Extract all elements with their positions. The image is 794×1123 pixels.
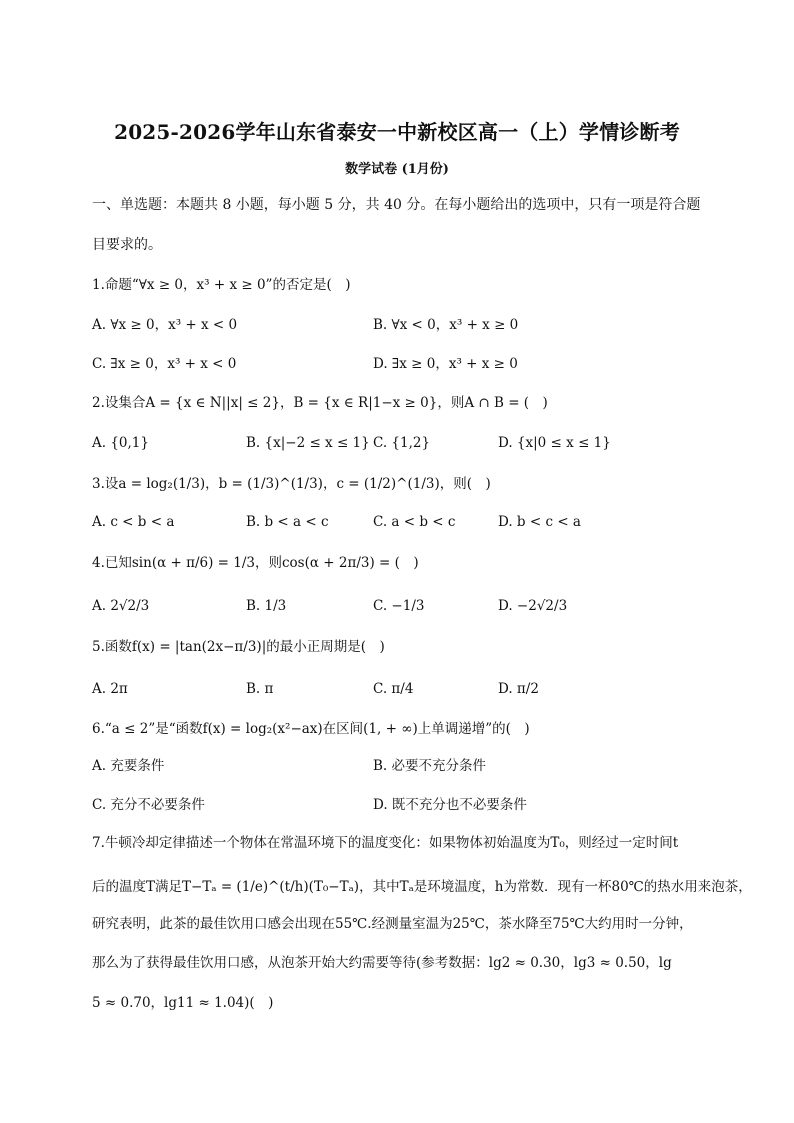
section-instructions-line2: 目要求的。 bbox=[92, 237, 162, 253]
question-3-option-a: A. c < b < a bbox=[92, 514, 175, 530]
question-7-stem-line1: 7.牛顿冷却定律描述一个物体在常温环境下的温度变化：如果物体初始温度为T₀，则经过一定时间t bbox=[92, 835, 679, 851]
question-1-stem: 1.命题“∀x ≥ 0，x³ + x ≥ 0”的否定是( ) bbox=[92, 277, 351, 293]
question-5-stem: 5.函数f(x) = |tan(2x−π/3)|的最小正周期是( ) bbox=[92, 639, 385, 655]
question-1-option-b: B. ∀x < 0，x³ + x ≥ 0 bbox=[373, 317, 519, 333]
question-5-option-b: B. π bbox=[246, 681, 274, 697]
question-6-option-a: A. 充要条件 bbox=[92, 758, 165, 774]
exam-title: 2025-2026学年山东省泰安一中新校区高一（上）学情诊断考 bbox=[114, 120, 680, 144]
question-2-option-d: D. {x|0 ≤ x ≤ 1} bbox=[498, 435, 611, 451]
question-3-option-d: D. b < c < a bbox=[498, 514, 581, 530]
question-6-option-c: C. 充分不必要条件 bbox=[92, 797, 205, 813]
question-6-option-d: D. 既不充分也不必要条件 bbox=[373, 797, 527, 813]
question-2-stem: 2.设集合A = {x ∈ N||x| ≤ 2}，B = {x ∈ R|1−x ≥ 0}，则A ∩ B = ( ) bbox=[92, 395, 548, 411]
question-5-option-d: D. π/2 bbox=[498, 681, 539, 697]
question-1-option-d: D. ∃x ≥ 0，x³ + x ≥ 0 bbox=[373, 356, 518, 372]
question-2-option-a: A. {0,1} bbox=[92, 435, 149, 451]
section-instructions-line1: 一、单选题：本题共 8 小题，每小题 5 分，共 40 分。在每小题给出的选项中，只有一项是符合题 bbox=[92, 197, 701, 213]
question-4-option-a: A. 2√2/3 bbox=[92, 598, 150, 614]
question-6-stem: 6.“a ≤ 2”是“函数f(x) = log₂(x²−ax)在区间(1, + ∞)上单调递增”的( ) bbox=[92, 721, 530, 737]
question-4-option-b: B. 1/3 bbox=[246, 598, 287, 614]
question-1-option-c: C. ∃x ≥ 0，x³ + x < 0 bbox=[92, 356, 237, 372]
question-4-option-d: D. −2√2/3 bbox=[498, 598, 568, 614]
question-2-option-b: B. {x|−2 ≤ x ≤ 1} bbox=[246, 435, 370, 451]
question-3-option-b: B. b < a < c bbox=[246, 514, 329, 530]
question-5-option-c: C. π/4 bbox=[373, 681, 414, 697]
question-6-option-b: B. 必要不充分条件 bbox=[373, 758, 487, 774]
exam-subtitle: 数学试卷 (1月份) bbox=[345, 162, 449, 177]
question-1-option-a: A. ∀x ≥ 0，x³ + x < 0 bbox=[92, 317, 238, 333]
question-5-option-a: A. 2π bbox=[92, 681, 128, 697]
question-7-stem-line5: 5 ≈ 0.70，lg11 ≈ 1.04)( ) bbox=[92, 995, 274, 1011]
question-3-option-c: C. a < b < c bbox=[373, 514, 456, 530]
question-4-stem: 4.已知sin(α + π/6) = 1/3，则cos(α + 2π/3) = ( ) bbox=[92, 555, 419, 571]
question-7-stem-line2: 后的温度T满足T−Tₐ = (1/e)^(t/h)(T₀−Tₐ)，其中Tₐ是环境温度，h为常数．现有一杯80℃的热水用来泡茶， bbox=[92, 879, 752, 895]
question-3-stem: 3.设a = log₂(1/3)，b = (1/3)^(1/3)，c = (1/2)^(1/3)，则( ) bbox=[92, 476, 491, 492]
question-7-stem-line4: 那么为了获得最佳饮用口感，从泡茶开始大约需要等待(参考数据：lg2 ≈ 0.30，lg3 ≈ 0.50，lg bbox=[92, 955, 672, 971]
question-4-option-c: C. −1/3 bbox=[373, 598, 425, 614]
question-2-option-c: C. {1,2} bbox=[373, 435, 431, 451]
question-7-stem-line3: 研究表明，此茶的最佳饮用口感会出现在55℃.经测量室温为25℃，茶水降至75℃大约用时一分钟， bbox=[92, 916, 693, 932]
